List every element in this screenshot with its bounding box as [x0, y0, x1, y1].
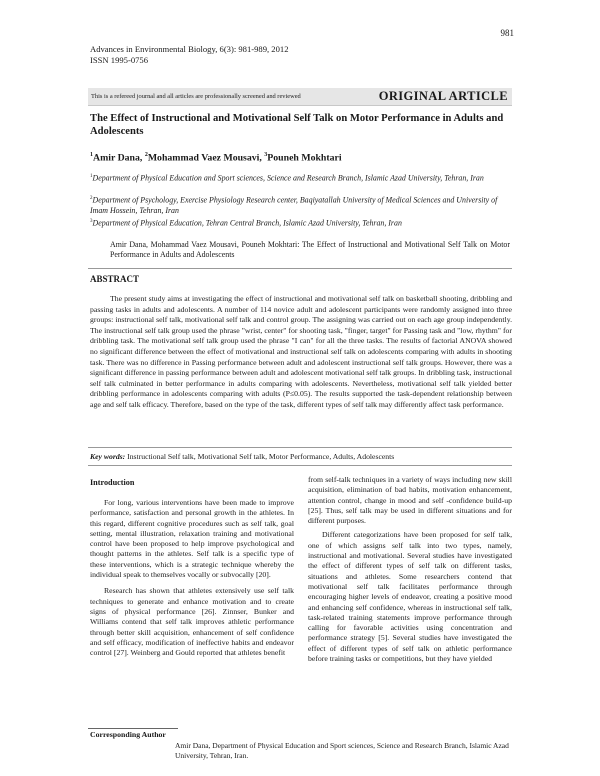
- keywords: [90, 452, 512, 461]
- left-column: [90, 498, 294, 658]
- affiliation: [90, 194, 512, 216]
- abstract-heading: ABSTRACT: [90, 274, 140, 284]
- affiliation-text: Department of Psychology, Exercise Physiology Research center, Baqiyatallah University of Medical Sciences and University of Imam Hossein, Tehran, Iran: [90, 195, 498, 215]
- affiliation-mark: 1: [90, 174, 93, 179]
- introduction-heading: Introduction: [90, 478, 135, 487]
- corresponding-text: Amir Dana, Department of Physical Education and Sport sciences, Science and Research Branch, Islamic Azad University, Tehran, Iran.: [175, 741, 509, 760]
- affiliation-mark: 3: [90, 219, 93, 224]
- author-name: Pouneh Mokhtari: [267, 152, 342, 164]
- journal-info: [90, 44, 289, 65]
- affiliation: [90, 172, 512, 184]
- article-citation: Amir Dana, Mohammad Vaez Mousavi, Pouneh Mokhtari: The Effect of Instructional and Motivational Self Talk on Motor Performance in Adults and Adolescents: [110, 240, 510, 260]
- keywords-top-rule: [88, 447, 512, 448]
- keywords-label: Key words:: [90, 452, 126, 461]
- journal-citation: Advances in Environmental Biology, 6(3): 981-989, 2012: [90, 44, 289, 54]
- abstract-text: The present study aims at investigating the effect of instructional and motivational self talk on basketball shooting, dribbling and passing tasks in adults and adolescents. A number of 114 novice adult and adolescent participants were randomly assigned into three groups: instructional self talk, motivational self talk and control group. The assigning was carried out on each age group independently. The instructional self talk group used the phrase "wrist, center" for shooting task, "finger, target" for Passing task and "low, rhythm" for dribbling task. The motivational self talk group used the phrase "I can" for all the three tasks. The results of factorial ANOVA showed no significant difference between the effect of motivational and instructional self talk on adolescents comparing with adults in shooting task. There was no difference in Passing performance between adult and adolescent instructional self talk groups. However, there was a significant difference in passing performance between adult and adolescent motivational self talk groups. In dribbling task, instructional self talk culminated in better performance in adults comparing with adolescents. Nevertheless, motivational self talk yielded better dribbling performance in adolescents comparing with adults (P≤0.05). The results supported the task-dependent relationship between age and self talk efficacy. Therefore, based on the type of the task, different types of self talk may differently affect task performance.: [90, 294, 512, 409]
- author-affil-mark: 3: [264, 152, 268, 158]
- keywords-bottom-rule: [88, 465, 512, 466]
- affiliation-text: Department of Physical Education and Sport sciences, Science and Research Branch, Islamic Azad University, Tehran, Iran: [92, 173, 484, 183]
- affiliation-text: Department of Physical Education, Tehran Central Branch, Islamic Azad University, Tehran, Iran: [92, 218, 402, 228]
- article-type-label: ORIGINAL ARTICLE: [378, 89, 508, 103]
- author-affil-mark: 2: [144, 152, 148, 158]
- affiliation: [90, 217, 512, 229]
- body-paragraph: Research has shown that athletes extensively use self talk techniques to generate and enhance motivation and to create signs of physical performance [26]. Zinnser, Bunker and Williams contend that self talk improves athletic performance through better skill acquisition, enhancement of self confidence and self efficacy, modification of ineffective habits and endeavor control [27]. Weinberg and Gould reported that athletes benefit: [90, 586, 294, 658]
- author-name: Amir Dana,: [93, 152, 145, 164]
- keywords-text: Instructional Self talk, Motivational Self talk, Motor Performance, Adults, Adolescents: [125, 452, 395, 461]
- body-paragraph: Different categorizations have been proposed for self talk, one of which assigns self talk into two types, namely, instructional and motivational. Several studies have investigated the effect of different types of self talk on different tasks, situations and athletes. Some researchers contend that motivational self talk facilitates performance through encouraging higher levels of endeavor, creating a positive mood and enhancing self confidence, whereas in instructional self talk, task-related training statements improve performance through calling for favorable activities using concentration and performance strategy [5]. Several studies have investigated the effect of different types of self talk on athletic performance before training tasks or competitions, but they have yielded: [308, 530, 512, 664]
- abstract-body: [90, 294, 512, 411]
- corresponding-rule: [88, 728, 178, 729]
- review-note: This is a refereed journal and all articles are professionally screened and reviewed: [91, 93, 301, 100]
- article-banner: [88, 88, 512, 106]
- journal-issn: ISSN 1995-0756: [90, 54, 149, 65]
- right-column: [308, 475, 512, 664]
- body-paragraph: from self-talk techniques in a variety of ways including new skill acquisition, elimination of bad habits, motivation enhancement, attention control, change in mood and self -confidence build-up [25]. Thus, self talk may be used in different situations and for different purposes.: [308, 475, 512, 526]
- body-paragraph: For long, various interventions have been made to improve performance, satisfaction and personal growth in the athletes. In this regard, different cognitive procedures such as self talk, goal setting, mental illustration, relaxation training and motivational control have been proposed to help improve psychological and thought patterns in the athletes. Self talk is a specific type of these interventions, which is a strategic technique whereby the individual speak to themselves vocally or subvocally [20].: [90, 498, 294, 580]
- corresponding-heading: Corresponding Author: [90, 730, 166, 739]
- page-number: 981: [500, 28, 514, 38]
- author-name: Mohammad Vaez Mousavi,: [147, 152, 265, 164]
- abstract-top-rule: [88, 268, 512, 269]
- affiliation-mark: 2: [90, 196, 93, 201]
- author-list: [90, 152, 342, 163]
- paper-title: The Effect of Instructional and Motivational Self Talk on Motor Performance in Adults and Adolescents: [90, 113, 504, 137]
- author-affil-mark: 1: [90, 152, 93, 158]
